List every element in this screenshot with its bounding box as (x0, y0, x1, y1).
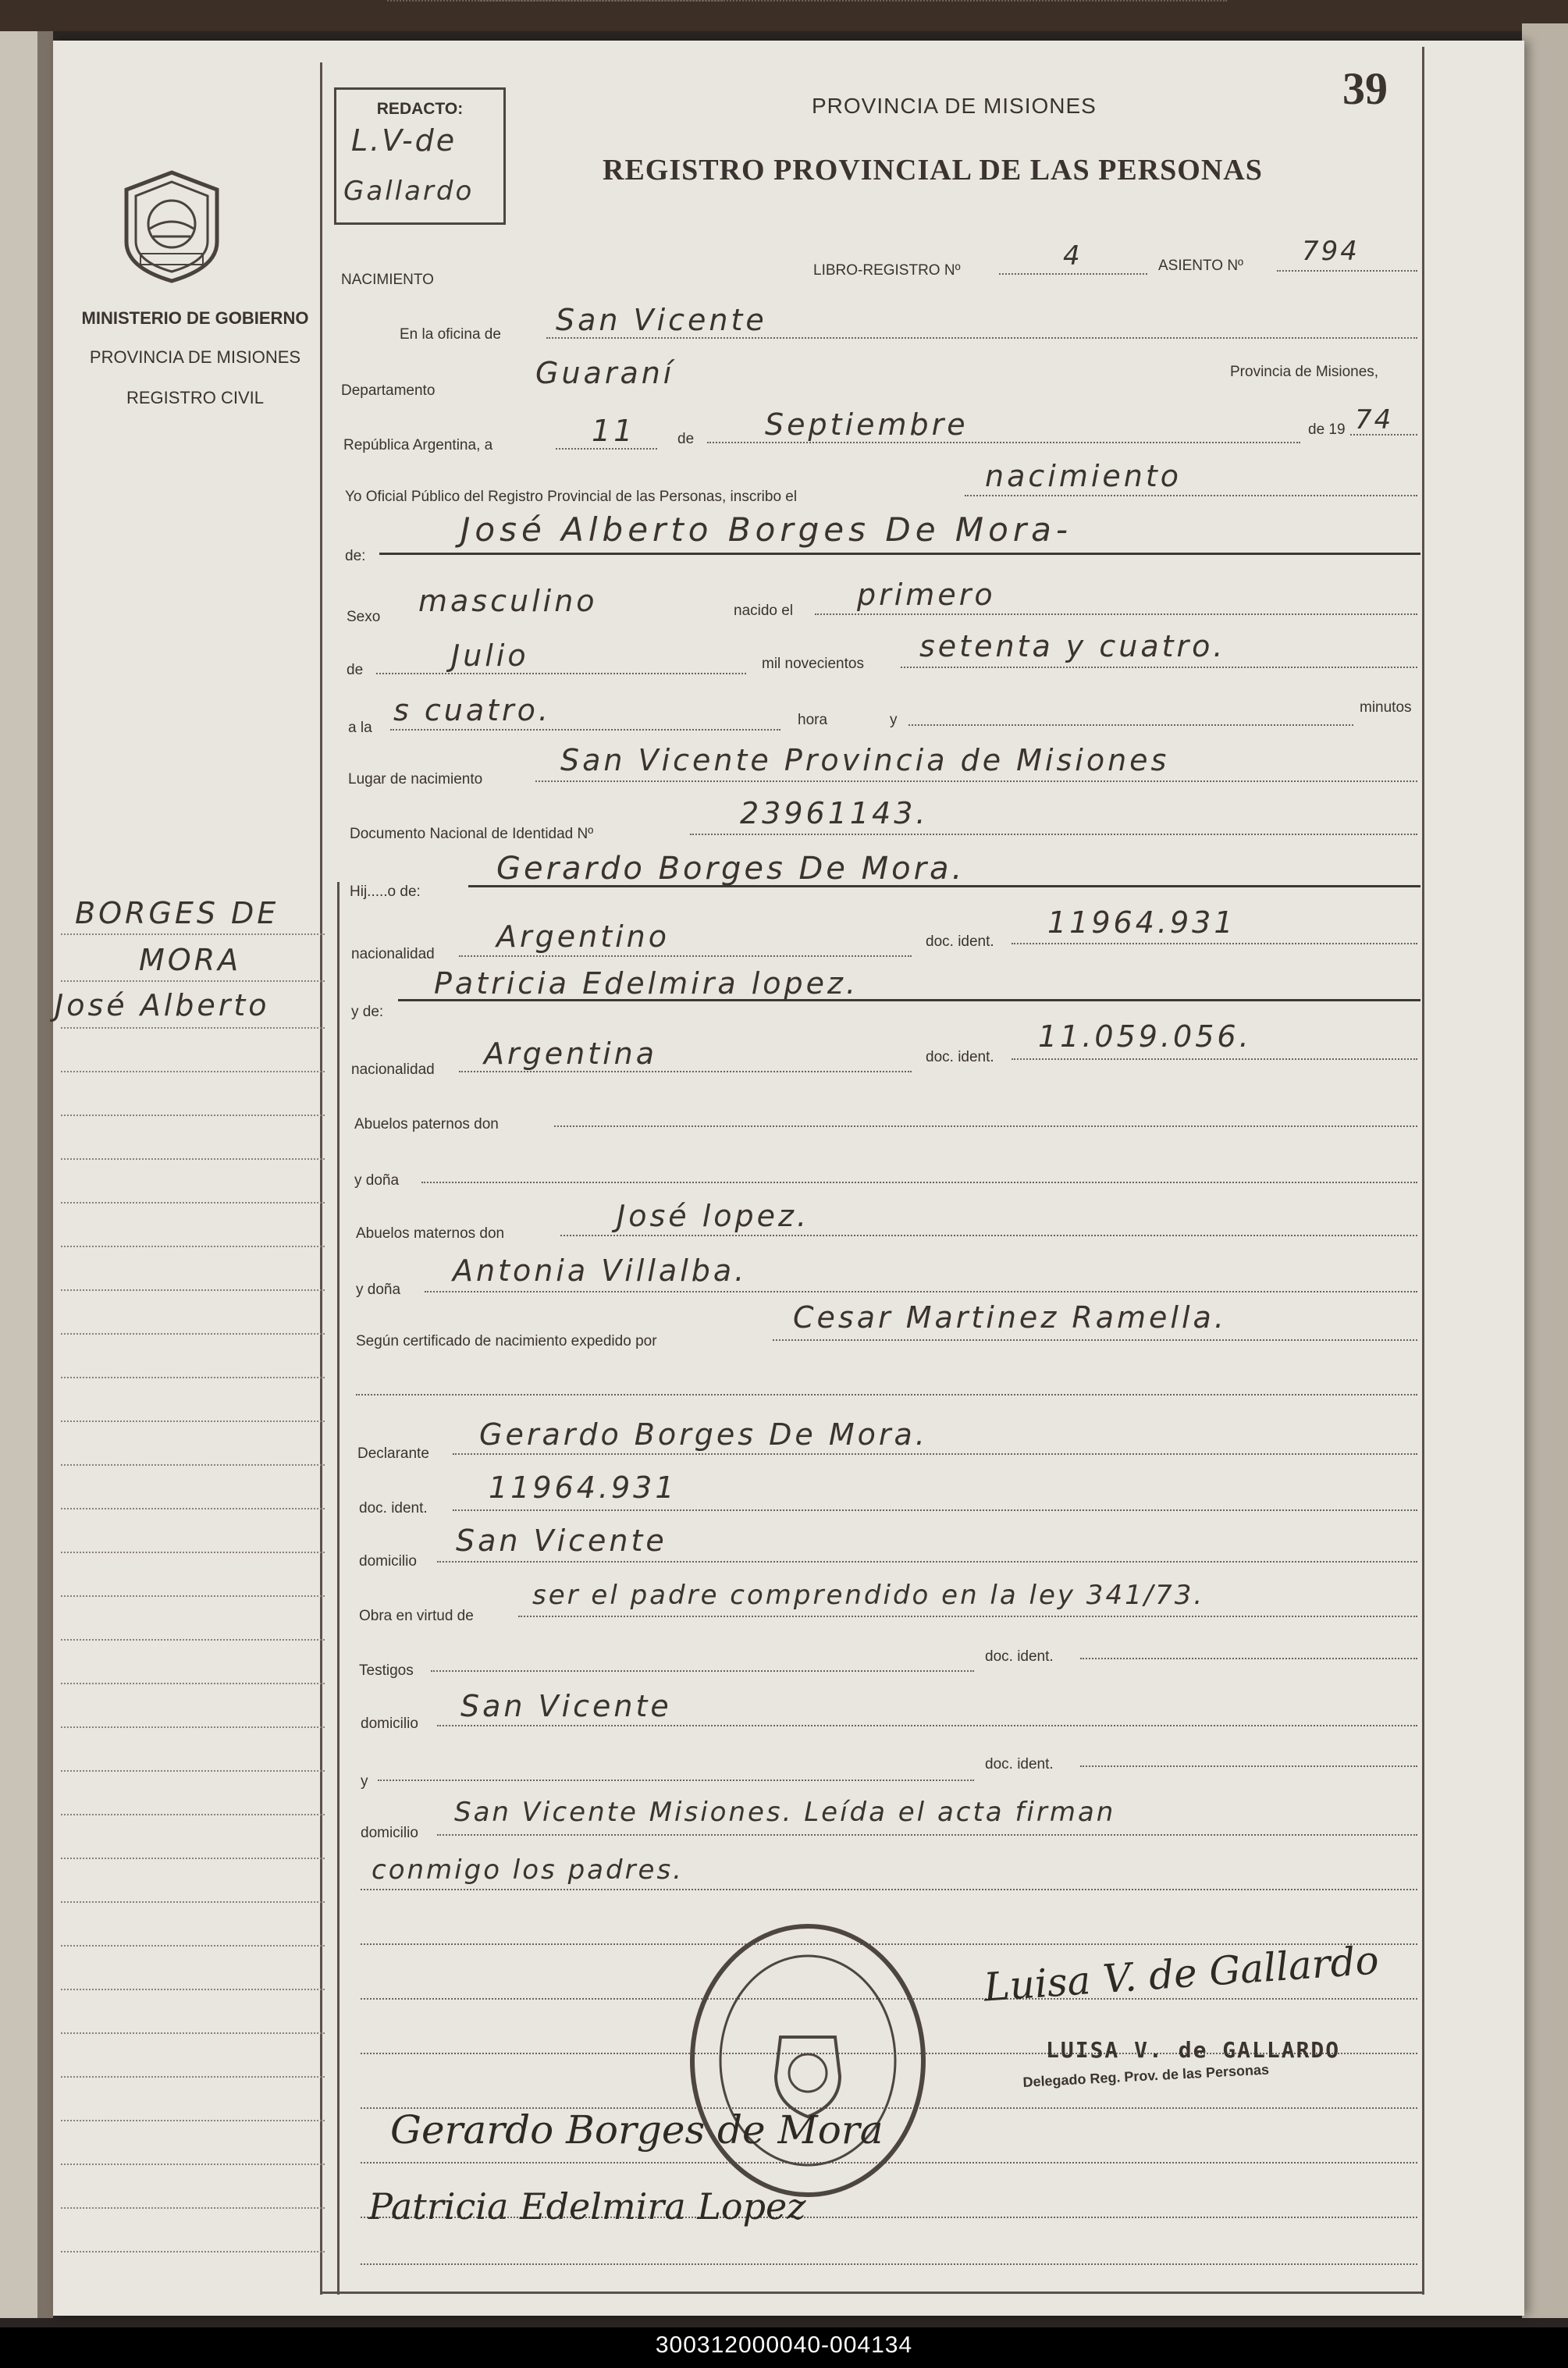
margin-line (61, 2032, 325, 2034)
background-top (0, 0, 1568, 31)
registrar-signature: Luisa V. de Gallardo (982, 1937, 1381, 2011)
witness-address-line (437, 1725, 1417, 1726)
year-label: de 19 (1308, 421, 1346, 438)
margin-line (61, 1508, 325, 1509)
witness-doc-line (1080, 1658, 1417, 1659)
department-label: Departamento (341, 382, 436, 399)
father-value: Gerardo Borges De Mora. (496, 851, 965, 887)
maternal-grandmother-line (425, 1291, 1417, 1292)
margin-line (61, 2251, 325, 2252)
dni-line (690, 834, 1417, 835)
mother-nationality-label: nacionalidad (351, 1061, 435, 1078)
ministry-label: MINISTERIO DE GOBIERNO (81, 308, 309, 328)
margin-surname: BORGES DE (75, 896, 279, 930)
day-value: 11 (592, 414, 636, 448)
witness2-doc-label: doc. ident. (985, 1756, 1054, 1772)
birth-month-value: Julio (451, 638, 529, 673)
margin-line (61, 980, 325, 982)
margin-line (61, 1945, 325, 1947)
misiones-seal-icon (117, 168, 226, 285)
final-address-value-2: conmigo los padres. (372, 1854, 684, 1886)
margin-line (61, 1989, 325, 1990)
certificate-line-2 (356, 1394, 1417, 1396)
de-label: de (677, 431, 695, 447)
witnesses-label: Testigos (359, 1662, 414, 1679)
person-line (379, 553, 1420, 555)
birthplace-line (535, 780, 1417, 782)
hour-value: s cuatro. (393, 693, 551, 727)
maternal-grandfather-value: José lopez. (617, 1199, 810, 1233)
blank-line (361, 2263, 1417, 2265)
margin-line (61, 1377, 325, 1378)
birth-year-line (901, 667, 1417, 668)
born-value: primero (857, 578, 996, 612)
page-number: 39 (1342, 63, 1388, 114)
registry-title: REGISTRO PROVINCIAL DE LAS PERSONAS (603, 154, 1263, 187)
margin-line (61, 1639, 325, 1641)
province-label: PROVINCIA DE MISIONES (89, 347, 301, 367)
maternal-grandmother-label: y doña (356, 1282, 401, 1298)
paternal-grandmother-label: y doña (354, 1172, 400, 1189)
minutes-line (908, 724, 1353, 726)
birthplace-label: Lugar de nacimiento (348, 771, 483, 788)
column-divider-inner (337, 882, 340, 2295)
maternal-grandfather-line (560, 1235, 1417, 1236)
left-page-edge (0, 31, 37, 2318)
father-doc-label: doc. ident. (926, 933, 994, 950)
paternal-grandmother-line (421, 1182, 1417, 1183)
father-doc-line (1012, 943, 1417, 944)
final-address-line-2 (361, 1889, 1417, 1890)
mother-doc-line (1012, 1058, 1417, 1060)
mother-value: Patricia Edelmira lopez. (434, 966, 859, 1001)
year-value: 74 (1355, 404, 1394, 436)
witness-doc-label: doc. ident. (985, 1648, 1054, 1665)
de2-label: de (347, 662, 364, 678)
hour-label: hora (798, 712, 828, 728)
margin-line (61, 1814, 325, 1815)
margin-line (61, 1901, 325, 1903)
dni-value: 23961143. (740, 796, 929, 830)
birthplace-value: San Vicente Provincia de Misiones (560, 743, 1170, 777)
bottom-border (320, 2292, 1424, 2294)
mother-signature: Patricia Edelmira Lopez (368, 2185, 806, 2228)
maternal-grandmother-value: Antonia Villalba. (453, 1253, 748, 1288)
declarant-label: Declarante (357, 1445, 429, 1462)
hour-line (390, 729, 780, 731)
margin-line (61, 1246, 325, 1247)
witness2-line (378, 1780, 974, 1781)
mother-doc-value: 11.059.056. (1038, 1019, 1252, 1054)
margin-line (61, 2164, 325, 2165)
father-doc-value: 11964.931 (1047, 905, 1236, 940)
witnesses-line (431, 1670, 974, 1672)
father-signature: Gerardo Borges de Mora (390, 2107, 884, 2153)
acting-label: Obra en virtud de (359, 1608, 474, 1624)
acting-value: ser el padre comprendido en la ley 341/73. (532, 1580, 1205, 1611)
paternal-grandfather-label: Abuelos paternos don (354, 1116, 499, 1132)
witness-address-label: domicilio (361, 1716, 418, 1732)
inscribe-line (965, 495, 1417, 496)
sex-label: Sexo (347, 609, 381, 625)
final-address-line (437, 1834, 1417, 1836)
day-line (556, 448, 657, 450)
registrar-name: LUISA V. de GALLARDO (1046, 2037, 1341, 2063)
civil-registry-label: REGISTRO CIVIL (126, 388, 265, 407)
acting-line (518, 1616, 1417, 1617)
margin-line (61, 1202, 325, 1204)
office-label: En la oficina de (400, 326, 501, 343)
margin-line (61, 1158, 325, 1160)
margin-line (61, 2120, 325, 2121)
month-line (707, 442, 1300, 443)
birth-year-value: setenta y cuatro. (919, 629, 1226, 663)
republic-label: República Argentina, a (343, 437, 493, 453)
declarant-line (453, 1453, 1417, 1455)
and-label: y (890, 712, 898, 728)
declarant-doc-value: 11964.931 (489, 1470, 677, 1505)
redacto-label: REDACTO: (376, 100, 464, 118)
entry-line (1277, 270, 1417, 272)
declarant-address-label: domicilio (359, 1553, 417, 1570)
margin-line (61, 1071, 325, 1072)
right-border (1422, 47, 1424, 2295)
record-type-label: NACIMIENTO (341, 272, 434, 288)
book-label: LIBRO-REGISTRO Nº (813, 262, 961, 279)
born-label: nacido el (734, 603, 794, 619)
office-line (546, 337, 1417, 339)
sex-line (387, 0, 723, 2)
declarant-address-line (437, 1561, 1417, 1563)
margin-line (61, 1595, 325, 1597)
born-line (815, 613, 1417, 615)
declarant-doc-label: doc. ident. (359, 1500, 428, 1516)
paternal-grandfather-line (554, 1125, 1417, 1127)
entry-label: ASIENTO Nº (1158, 258, 1243, 274)
entry-value: 794 (1302, 236, 1360, 267)
mother-nationality-line (459, 1071, 912, 1072)
declarant-value: Gerardo Borges De Mora. (479, 1417, 928, 1452)
mother-doc-label: doc. ident. (926, 1049, 994, 1065)
and-de-label: y de: (351, 1004, 384, 1020)
dni-label: Documento Nacional de Identidad Nº (350, 826, 594, 842)
registrar-title: Delegado Reg. Prov. de las Personas (1022, 2061, 1270, 2090)
margin-line (61, 1464, 325, 1466)
officer-text: Yo Oficial Público del Registro Provincial de las Personas, inscribo el (345, 489, 798, 505)
margin-line (61, 1333, 325, 1335)
margin-line (61, 2207, 325, 2209)
margin-line (61, 933, 325, 935)
witness2-label: y (361, 1773, 368, 1790)
registry-stamp-icon (687, 1920, 929, 2201)
binder-gap (37, 31, 53, 2318)
person-label: de: (345, 548, 366, 564)
thousand-label: mil novecientos (762, 656, 864, 672)
archive-code: 300312000040-004134 (655, 2332, 913, 2358)
province-heading: PROVINCIA DE MISIONES (812, 94, 1097, 118)
certificate-line (773, 1339, 1417, 1341)
margin-line (61, 2076, 325, 2078)
margin-line (61, 1726, 325, 1728)
margin-line (61, 1289, 325, 1291)
book-value: 4 (1063, 240, 1083, 272)
sex-value: masculino (418, 584, 598, 618)
margin-line (61, 1858, 325, 1859)
at-label: a la (348, 720, 372, 736)
final-address-value: San Vicente Misiones. Leída el acta firman (454, 1797, 1116, 1828)
province-suffix: Provincia de Misiones, (1230, 364, 1379, 380)
witness-address-value: San Vicente (460, 1689, 672, 1723)
department-value: Guaraní (535, 356, 675, 390)
redacto-name: Gallardo (343, 176, 475, 207)
father-nationality-label: nacionalidad (351, 946, 435, 962)
declarant-address-value: San Vicente (456, 1524, 667, 1558)
margin-surname-cont: MORA (139, 943, 242, 977)
witness2-doc-line (1080, 1765, 1417, 1767)
book-line (999, 273, 1147, 275)
child-label: Hij.....o de: (350, 884, 421, 900)
margin-line (61, 1027, 325, 1029)
month-value: Septiembre (765, 407, 969, 442)
margin-line (61, 1770, 325, 1772)
father-nationality-line (459, 955, 912, 957)
declarant-doc-line (453, 1509, 1417, 1511)
certificate-value: Cesar Martinez Ramella. (793, 1300, 1227, 1335)
margin-line (61, 1420, 325, 1422)
final-address-label: domicilio (361, 1825, 418, 1841)
certificate-label: Según certificado de nacimiento expedido por (356, 1333, 657, 1349)
birth-month-line (376, 673, 746, 674)
minutes-label: minutos (1360, 699, 1412, 716)
person-value: José Alberto Borges De Mora- (460, 510, 1072, 549)
page-stack-edge (1522, 23, 1568, 2318)
margin-line (61, 1115, 325, 1116)
inscribe-value: nacimiento (985, 459, 1182, 493)
father-nationality-value: Argentino (496, 919, 670, 954)
margin-given-name: José Alberto (55, 988, 270, 1022)
margin-line (61, 1683, 325, 1684)
margin-line (61, 1552, 325, 1553)
mother-nationality-value: Argentina (484, 1036, 658, 1071)
office-value: San Vicente (556, 303, 767, 337)
maternal-grandfather-label: Abuelos maternos don (356, 1225, 505, 1242)
redacto-initials: L.V-de (351, 123, 457, 158)
